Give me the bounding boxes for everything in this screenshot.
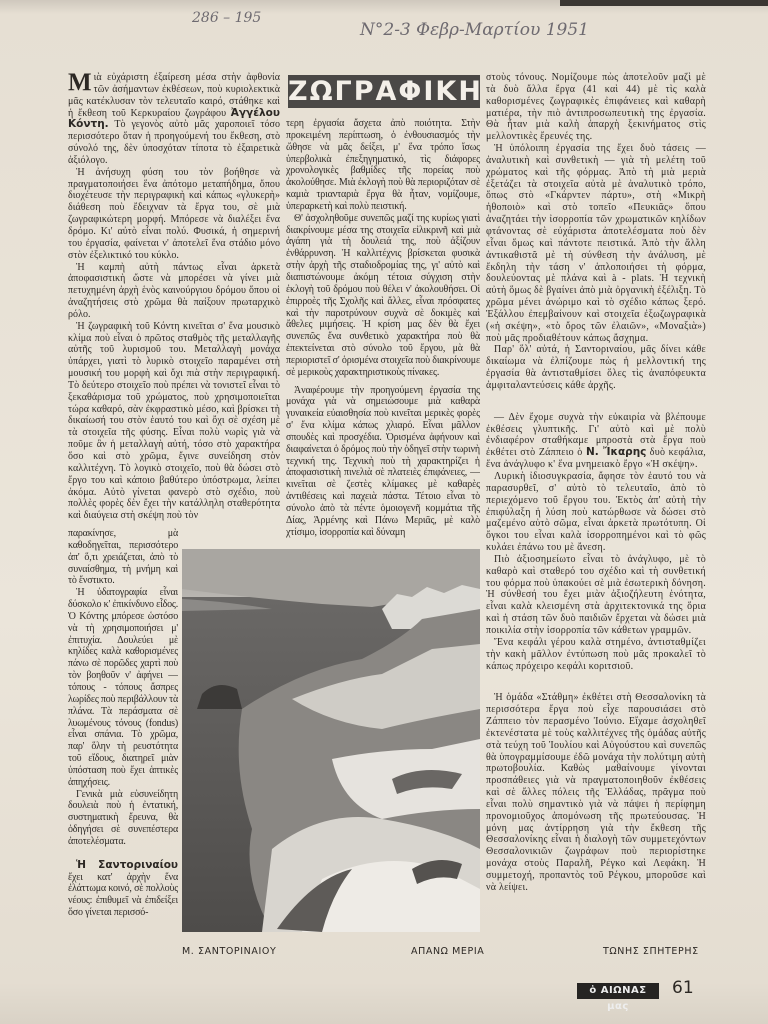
paragraph: Ἡ ζωγραφικὴ τοῦ Κόντη κινεῖται σ' ἕνα μουσικὸ κλίμα ποὺ εἶναι ὁ πρῶτος σταθμὸς τῆς μεταλλαγῆς αὐτῆς τοῦ λυρισμοῦ του. Μεταλλαγὴ μονάχα ὑπάρχει, γιατὶ τὸ λυρικὸ στοιχεῖο παραμένει στὴ μουσική του μορφὴ καὶ ὄχι πιὰ στὴν περιγραφική. Τὸ δεύτερο στοιχεῖο ποὺ πρέπει νὰ τονιστεῖ εἶναι τὸ ξεκαθάρισμα τοῦ χρώματος, ποὺ χρησιμοποιεῖται τώρα καθαρό, σὰν ἐκφραστικὸ μέσο, καὶ βρίσκει τὴ δικαίωσή του στὸν ἑαυτό του καὶ ὄχι σὲ σχέση μὲ τὰ στοιχεῖα τῆς φύσης. Εἶναι πολὺ νωρὶς γιὰ νὰ ποῦμε ἂν ἡ μεταλλαγὴ αὐτή, τόσο στὸ χαρακτήρα ὅσο καὶ στὸ χρῶμα, ἔγινε συνείδηση στὸν καλλιτέχνη. Τὸ λογικὸ στοιχεῖο, ποὺ θὰ δώσει στὸ ἔργο του καὶ κάποιο βαθύτερο ὑπόστρωμα, λείπει ἀκόμα. Αὐτὸ γίνεται φανερὸ στὸ σχέδιο, ποὺ πολλὲς φορὲς δὲν ἔχει τὴν κατάλληλη σταθερότητα καὶ διαύγεια στὴ σκέψη ποὺ τὸν	[68, 320, 280, 522]
caption-artwork-title: ΑΠΑΝΩ ΜΕΡΙΑ	[411, 946, 485, 957]
paragraph: Ἕνα κεφάλι γέρου καλὰ στημένο, ἀντισταθμίζει τὴν κακὴ μᾶλλον ἐντύπωση ποὺ μᾶς προκαλεῖ τὸ κάπως πρόχειρο κεφάλι κοριτσιοῦ.	[486, 636, 706, 672]
painting-reproduction	[182, 549, 480, 932]
page-number: 61	[672, 978, 694, 998]
paragraph: Πιὸ ἀξιοσημείωτο εἶναι τὸ ἀνάγλυφο, μὲ τὸ καθαρὸ καὶ σταθερό του σχέδιο καὶ τὴ συνθετική του φόρμα ποὺ ὑπακούει σὲ μιὰ ἐσωτερικὴ δόνηση. Ἡ σύνθεσή του ἔχει μιὰν ἀξιοζήλευτη ἑνότητα, εἶναι καλὰ κλεισμένη στὰ ἀρχιτεκτονικά της ὅρια καὶ ἡ στάση τῶν δυὸ παιδιῶν ἔρχεται νὰ δώσει μιὰ ποικιλία στὴν ἰσορροπία τῶν κάθετων γραμμῶν.	[486, 553, 706, 636]
column-3	[486, 72, 706, 944]
drop-cap: Μ	[68, 72, 92, 96]
paragraph: Μιὰ εὐχάριστη ἐξαίρεση μέσα στὴν ἀφθονία τῶν ἀσήμαντων ἐκθέσεων, ποὺ κυριολεκτικὰ μᾶς κατέκλυσαν τὸν τελευταῖο καιρό, στάθηκε καὶ ἡ ἔκθεση τοῦ Κερκυραίου ζωγράφου Ἀγγέλου Κόντη. Τὸ γεγονὸς αὐτὸ μᾶς χαροποιεῖ τόσο περισσότερο ὅταν ἡ προηγούμενή του ἔκθεση, στὸ σύνολό της, δὲν ὑποσχόταν τίποτα τὸ ἐξαιρετικὰ ἀξιόλογο.	[68, 72, 280, 166]
paragraph: Ἡ ὁμάδα «Στάθμη» ἐκθέτει στὴ Θεσσαλονίκη τὰ περισσότερα ἔργα ποὺ εἶχε παρουσιάσει στὸ Ζάππειο τὸν περασμένο Ἰούνιο. Εἴχαμε ἀσχοληθεῖ ἐκτενέστατα μὲ τοὺς καλλιτέχνες τῆς ὁμάδας αὐτῆς στὰ τεύχη τοῦ Ἰουλίου καὶ Αὐγούστου καὶ συνεπῶς θὰ ὑπογραμμίσουμε ἐδῶ μονάχα τὴν πολύτιμη αὐτὴ πρωτοβουλία. Καθὼς μαθαίνουμε γίνονται προσπάθειες γιὰ νὰ πραγματοποιηθοῦν ἐκθέσεις καὶ σὲ ἄλλες πόλεις τῆς Ἑλλάδας, πρᾶγμα ποὺ εἶναι πολὺ σημαντικὸ γιὰ νὰ πάψει ἡ περίφημη προνομιοῦχος ἀπομόνωση τῆς πρωτεύουσας. Ἡ μόνη μας ἀντίρρηση γιὰ τὴν ἔκθεση τῆς Θεσσαλονίκης εἶναι ἡ διαλογὴ τῶν συμμετεχόντων Θεσσαλονικιῶν ζωγράφων ποὺ περιορίστηκε μονάχα στοὺς Παραλῆ, Ρέγκο καὶ Λεφάκη. Ἡ συμμετοχή, προπαντὸς τοῦ Ρέγκου, μποροῦσε καὶ νὰ λείψει.	[486, 692, 706, 893]
paragraph: Ἡ ὑδατογραφία εἶναι δύσκολο κ' ἐπικίνδυνο εἶδος. Ὁ Κόντης μπόρεσε ὡστόσο νὰ τὴ χρησιμοποιήσει μ' ἐπιτυχία. Δουλεύει μὲ κηλίδες καλὰ καθορισμένες πάνω σὲ πορῶδες χαρτὶ ποὺ τὸν βοηθοῦν ν' ἀφήνει — τόπους - τόπους ἄσπρες λωρίδες ποὺ περιβάλλουν τὰ πλάνα. Τὰ περάσματα σὲ λυωμένους τόνους (fondus) εἶναι σπάνια. Τὸ χρῶμα, παρ' ὅλην τὴ ρευστότητα τοῦ εἴδους, διατηρεῖ μιὰν ὑπόσταση ποὺ ἔχει ἁπτικὲς ἀπηχήσεις.	[68, 587, 178, 788]
paragraph: Ἡ Σαντοριναίου ἔχει κατ' ἀρχὴν ἕνα ἐλάττωμα κοινό, σὲ πολλοὺς νέους: ἐπιθυμεῖ νὰ ἐπιδείξει ὅσο γίνεται περισσό-	[68, 858, 178, 919]
artist-name: Ἡ Σαντοριναίου	[76, 858, 178, 871]
paragraph: Θ' ἀσχοληθοῦμε συνεπῶς μαζί της κυρίως γιατὶ διακρίνουμε μέσα της στοιχεῖα εἰλικρινῆ καὶ μιὰ ἀγάπη γιὰ τὴ δουλειά της, ποὺ ἀξίζουν ἐνθάρρυνση. Ἡ καλλιτέχνις βρίσκεται φυσικὰ στὴν ἀρχὴ τῆς σταδιοδρομίας της, γι' αὐτὸ καὶ διαπιστώνουμε ἀκόμη τέτοια σύγχιση στὴν ἐκλογὴ τοῦ δρόμου ποὺ θέλει ν' ἀκολουθήσει. Οἱ ἐπιρροὲς τῆς Σχολῆς καὶ ἄλλες, εἶναι πρόσφατες καὶ τὴν παροτρύνουν συχνὰ σὲ δοκιμὲς καὶ ἄθελες μιμήσεις. Ἡ κρίση μας δὲν θὰ ἔχει συνεπῶς ἕνα συνθετικὸ χαρακτήρα ποὺ θὰ ἐπεκτείνεται στὸ σύνολο τοῦ ἔργου, μὰ θὰ περιοριστεῖ σ' ὁρισμένα στοιχεῖα ποὺ διακρίνουμε σὲ μερικοὺς χαρακτηριστικοὺς πίνακες.	[286, 212, 480, 378]
paragraph: Γενικὰ μιὰ εὐσυνείδητη δουλειὰ ποὺ ἡ ἐντατική, συστηματικὴ ἔρευνα, θὰ ὁδηγήσει σὲ συνεπέστερα ἀποτελέσματα.	[68, 788, 178, 847]
caption-author: ΤΩΝΗΣ ΣΠΗΤΕΡΗΣ	[603, 946, 699, 957]
column-1-top	[68, 72, 280, 528]
paragraph: Λυρικὴ ἰδιοσυγκρασία, ἄφησε τὸν ἑαυτό του νὰ παρασυρθεῖ, σ' αὐτὸ τὸ τελευταῖο, ἀπὸ τὸ περιεχόμενο τοῦ ἔργου του. Ἐκτὸς ἀπ' αὐτὴ τὴν ἐπιφύλαξη ἡ λύση ποὺ κατώρθωσε νὰ δώσει στὸ μαζεμένο αὐτὸ σῶμα, εἶναι ἀρκετὰ πρωτότυπη. Οἱ ὄγκοι του εἶναι καλὰ ἰσορροπημένοι καὶ τὸ φῶς κυλάει ἐπάνω του μὲ ἄνεση.	[486, 471, 706, 554]
section-title: ΖΩΓΡΑΦΙΚΗ	[288, 76, 483, 107]
paragraph: Παρ' ὅλ' αὐτά, ἡ Σαντοριναίου, μᾶς δίνει κάθε δικαίωμα νὰ ἐλπίζουμε πὼς ἡ μελλοντική της ἐργασία θὰ ἀντισταθμίσει ὅλες τὶς ἀναπόφευκτα ἀμφιταλαντεύσεις κάθε ἀρχῆς.	[486, 344, 706, 391]
artist-name: Ἀγγέλου Κόντη.	[68, 106, 280, 131]
handwritten-issue-note: Ν°2-3 Φεβρ-Μαρτίου 1951	[360, 20, 589, 40]
column-1-bottom	[68, 528, 178, 938]
paragraph: Ἀναφέρουμε τὴν προηγούμενη ἐργασία της μονάχα γιὰ νὰ σημειώσουμε μιὰ καθαρὰ γυναικεία εὐαισθησία ποὺ κινεῖται μερικὲς φορὲς σ' ἕνα κλίμα κάπως χλιαρό. Εἶναι μᾶλλον σπουδὲς καὶ προσχέδια. Ὁρισμένα ἀφήνουν καὶ διαφαίνεται ὁ δρόμος ποὺ τὴν ὁδηγεῖ στὴν τωρινὴ τεχνική της. Τεχνικὴ ποὺ τὴ χαρακτηρίζει ἡ ἀποφασιστικὴ πινελιὰ σὲ πλατειὲς ἐπιφάνειες, — κινεῖται σὲ ζεστὲς κλίμακες μὲ καθαρὲς ἀντιθέσεις καὶ παχειὰ πάστα. Τέτοιο εἶναι τὸ σύνολο ἀπὸ τὰ πέντε ὁμοιογενῆ κομμάτια τῆς Δίας, Ἀρμένης καὶ Πάνω Μεριᾶς, μὲ καλὸ χτίσιμο, ἰσορροπία καὶ δύναμη	[286, 384, 480, 538]
paragraph: παρακίνησε, μὰ καθοδηγεῖται, περισσότερο ἀπ' ὅ,τι χρειάζεται, ἀπὸ τὸ συναίσθημα, τὴ μνήμη καὶ τὸ ἔνστικτο.	[68, 528, 178, 587]
paragraph: Ἡ ὑπόλοιπη ἐργασία της ἔχει δυὸ τάσεις — ἀναλυτικὴ καὶ συνθετικὴ — γιὰ τὴ μελέτη τοῦ χρώματος καὶ τῆς φόρμας. Ἀπὸ τὴ μιὰ μεριὰ ἐξετάζει τὰ στοιχεῖα αὐτὰ μὲ ἀναλυτικὸ τρόπο, ὅπως στὸ «Γκάρντεν πάρτυ», στὴ «Μικρὴ ἠθοποιὸ» καὶ στὸ τοπεῖο «Πευκιᾶς» ὅπου ἀναζητάει τὴν ἰσορροπία τῶν χρωματικῶν κηλίδων φτάνοντας σὲ εὐχάριστα ἀποτελέσματα ποὺ δὲν εἶναι ὅμως καὶ πάντοτε πειστικά. Ἀπὸ τὴν ἄλλη ἀντικαθιστᾶ μὲ τὴ σύνθεση τὴν ἀνάλυση, μὲ ἔκδηλη τὴν τάση ν' ἁπλοποιήσει τὴ φόρμα, δουλεύοντας μὲ πλάνα καὶ à - plats. Ἡ τεχνικὴ αὐτὴ ὅμως δὲ βγαίνει ἀπὸ μιὰ ὀργανικὴ ἐξέλιξη. Τὸ χρῶμα μένει ἀνώριμο καὶ τὸ σχέδιο κάπως ξερό. Ἐξάλλου ἐπεμβαίνουν καὶ στοιχεῖα ἐξωζωγραφικὰ («ἡ σκέψη», «τὸ ὄρος τῶν ἐλαιῶν», «Μοναξιὰ») ποὺ μᾶς προδιαθέτουν κάπως ἄσχημα.	[486, 143, 706, 344]
paragraph: Ἡ καμπὴ αὐτὴ πάντως εἶναι ἀρκετὰ ἀποφασιστικὴ ὥστε νὰ μπορέσει νὰ γίνει μιὰ πετυχημένη ἀρχὴ ἑνὸς καινούργιου δρόμου ὅπου οἱ ἀναζητήσεις στὸ χρῶμα θὰ παίξουν πρωταρχικὸ ρόλο.	[68, 261, 280, 320]
paragraph: τερη ἐργασία ἄσχετα ἀπὸ ποιότητα. Στὴν προκειμένη περίπτωση, ὁ ἐνθουσιασμός τὴν ὤθησε νὰ μᾶς δείξει, μ' ἕνα τρόπο ἴσως ὑπερβολικὰ ἐπεξηγηματικό, τὶς διάφορες χρονολογικὲς βαθμίδες τῆς πορείας ποὺ ἀκολούθησε. Μιὰ ἐκλογὴ ποὺ θὰ περιοριζόταν σὲ καμιὰ τριανταριὰ ἔργα θὰ ἦταν, νομίζουμε, ὑπεραρκετὴ καὶ πολὺ πειστική.	[286, 118, 480, 212]
handwritten-catalog-number: 286 – 195	[192, 10, 262, 26]
magazine-name: ὁ ΑΙΩΝΑΣ μας	[577, 983, 659, 999]
scan-edge	[560, 0, 768, 6]
column-2	[286, 118, 480, 547]
paragraph: — Δὲν ἔχομε συχνὰ τὴν εὐκαιρία νὰ βλέπουμε ἐκθέσεις γλυπτικῆς. Γι' αὐτὸ καὶ μὲ πολὺ ἐνδιαφέρον σταθήκαμε μπροστὰ στὰ ἔργα ποὺ ἐκθέτει στὸ Ζάππειο ὁ Ν. Ἴκαρης δυὸ κεφάλια, ἕνα ἀνάγλυφο κ' ἕνα μνημειακὸ ἔργο «Ἡ σκέψη».	[486, 411, 706, 471]
sculptor-name: Ν. Ἴκαρης	[585, 446, 647, 459]
paragraph: στοὺς τόνους. Νομίζουμε πὼς ἀποτελοῦν μαζὶ μὲ τὰ δυὸ ἄλλα ἔργα (41 καὶ 44) μὲ τὶς καλὰ καθορισμένες ζωγραφικὲς ἐπιφάνειες καὶ καθαρὴ ματιέρα, τὴν πιὸ ἀντιπροσωπευτικὴ της ἐργασία. Θὰ ἦταν μιὰ καλὴ ἀπαρχὴ ξεκινήματος στὶς μελλοντικὲς ἔρευνές της.	[486, 72, 706, 143]
caption-artist: Μ. ΣΑΝΤΟΡΙΝΑΙΟΥ	[182, 946, 277, 957]
paragraph: Ἡ ἀνήσυχη φύση του τὸν βοήθησε νὰ πραγματοποιήσει ἕνα ἀπότομο μεταπήδημα, ὅπου διοχέτευσε τὴν περιγραφικὴ καὶ κάπως «γλυκερὴ» διάθεση ποὺ ἔδειχναν τὰ ἔργα του, σὲ μιὰ ζωγραφικώτερη μορφή. Μπόρεσε νὰ διαλέξει ἕνα δρόμο. Κι' αὐτὸ εἶναι πολύ. Φυσικά, ἡ σημερινή του ἐργασία, φαίνεται ν' ἀποτελεῖ ἕνα στάδιο μόνο στὸν ἐξελικτικό του κύκλο.	[68, 166, 280, 261]
